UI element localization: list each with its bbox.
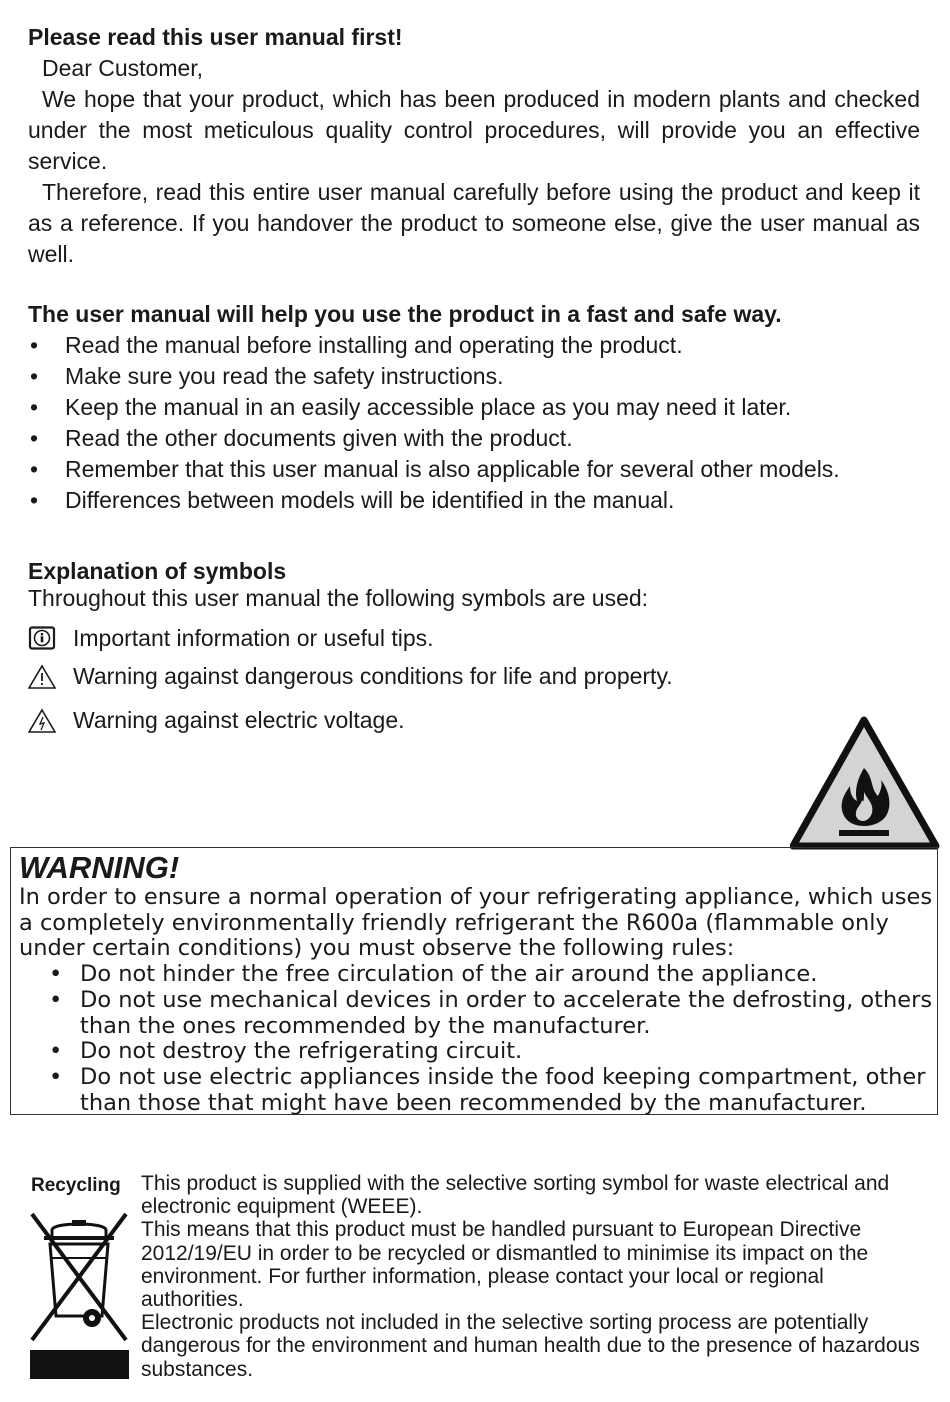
recycling-paragraph-3: Electronic products not included in the selective sorting process are potentially dangerous for the environment and human health due to the presence of hazardous substances. [141,1311,920,1381]
list-item: • Read the manual before installing and operating the product. [30,332,683,358]
intro-paragraph-1: We hope that your product, which has been produced in modern plants and checked under the most meticulous quality control procedures, will provide you an effective service. [28,86,920,174]
greeting: Dear Customer, [42,55,204,81]
warning-box [10,847,938,1115]
intro-paragraph-2: Therefore, read this entire user manual carefully before using the product and keep it as a reference. If you handover the product to someone else, give the user manual as well. [28,179,920,267]
recycling-label: Recycling [31,1175,121,1196]
list-item: • Remember that this user manual is also applicable for several other models. [30,456,840,482]
list-item: • Do not hinder the free circulation of the air around the appliance. [49,961,818,987]
list-item: • Do not use mechanical devices in order to accelerate the defrosting, others than the ones recommended by the manufacturer. [49,986,933,1039]
symbol-text: Important information or useful tips. [73,625,434,651]
warning-list [19,962,934,1117]
symbol-text: Warning against dangerous conditions for life and property. [73,663,673,689]
help-section [28,299,920,516]
warning-triangle-icon [28,664,56,690]
symbols-section [28,557,920,611]
recycling-paragraph-1: This product is supplied with the selective sorting symbol for waste electrical and electronic equipment (WEEE). [141,1172,890,1219]
flammable-warning-icon [790,716,940,850]
list-item: • Do not destroy the refrigerating circuit. [49,1038,523,1065]
list-item: • Do not use electric appliances inside the food keeping compartment, other than those that might have been recommended by the manufacturer. [49,1064,926,1116]
help-heading: The user manual will help you use the product in a fast and safe way. [28,301,782,327]
list-item: • Make sure you read the safety instructions. [30,363,504,389]
symbols-intro: Throughout this user manual the following symbols are used: [28,585,649,611]
list-item: • Differences between models will be identified in the manual. [30,487,675,513]
symbols-heading: Explanation of symbols [28,558,287,584]
list-item: • Keep the manual in an easily accessible place as you may need it later. [30,394,792,420]
electric-warning-icon [28,708,56,734]
intro-heading: Please read this user manual first! [28,24,403,50]
recycling-text [141,1172,931,1381]
symbol-text: Warning against electric voltage. [73,707,405,733]
warning-intro: In order to ensure a normal operation of your refrigerating appliance, which uses a completely environmentally friendly refrigerant the R600a (flammable only under certain conditions) you must observe the following rules: [19,884,933,961]
warning-title: WARNING! [19,850,180,885]
help-list [28,330,920,516]
recycling-paragraph-2: This means that this product must be handled pursuant to European Directive 2012/19/EU in order to be recycled or dismantled to minimise its impact on the environment. For further information, please contact your local or regional authorities. [141,1218,869,1312]
intro-section [28,22,920,270]
info-icon [28,626,56,652]
crossed-out-wheelie-bin-icon [28,1208,132,1380]
list-item: • Read the other documents given with the product. [30,425,573,451]
